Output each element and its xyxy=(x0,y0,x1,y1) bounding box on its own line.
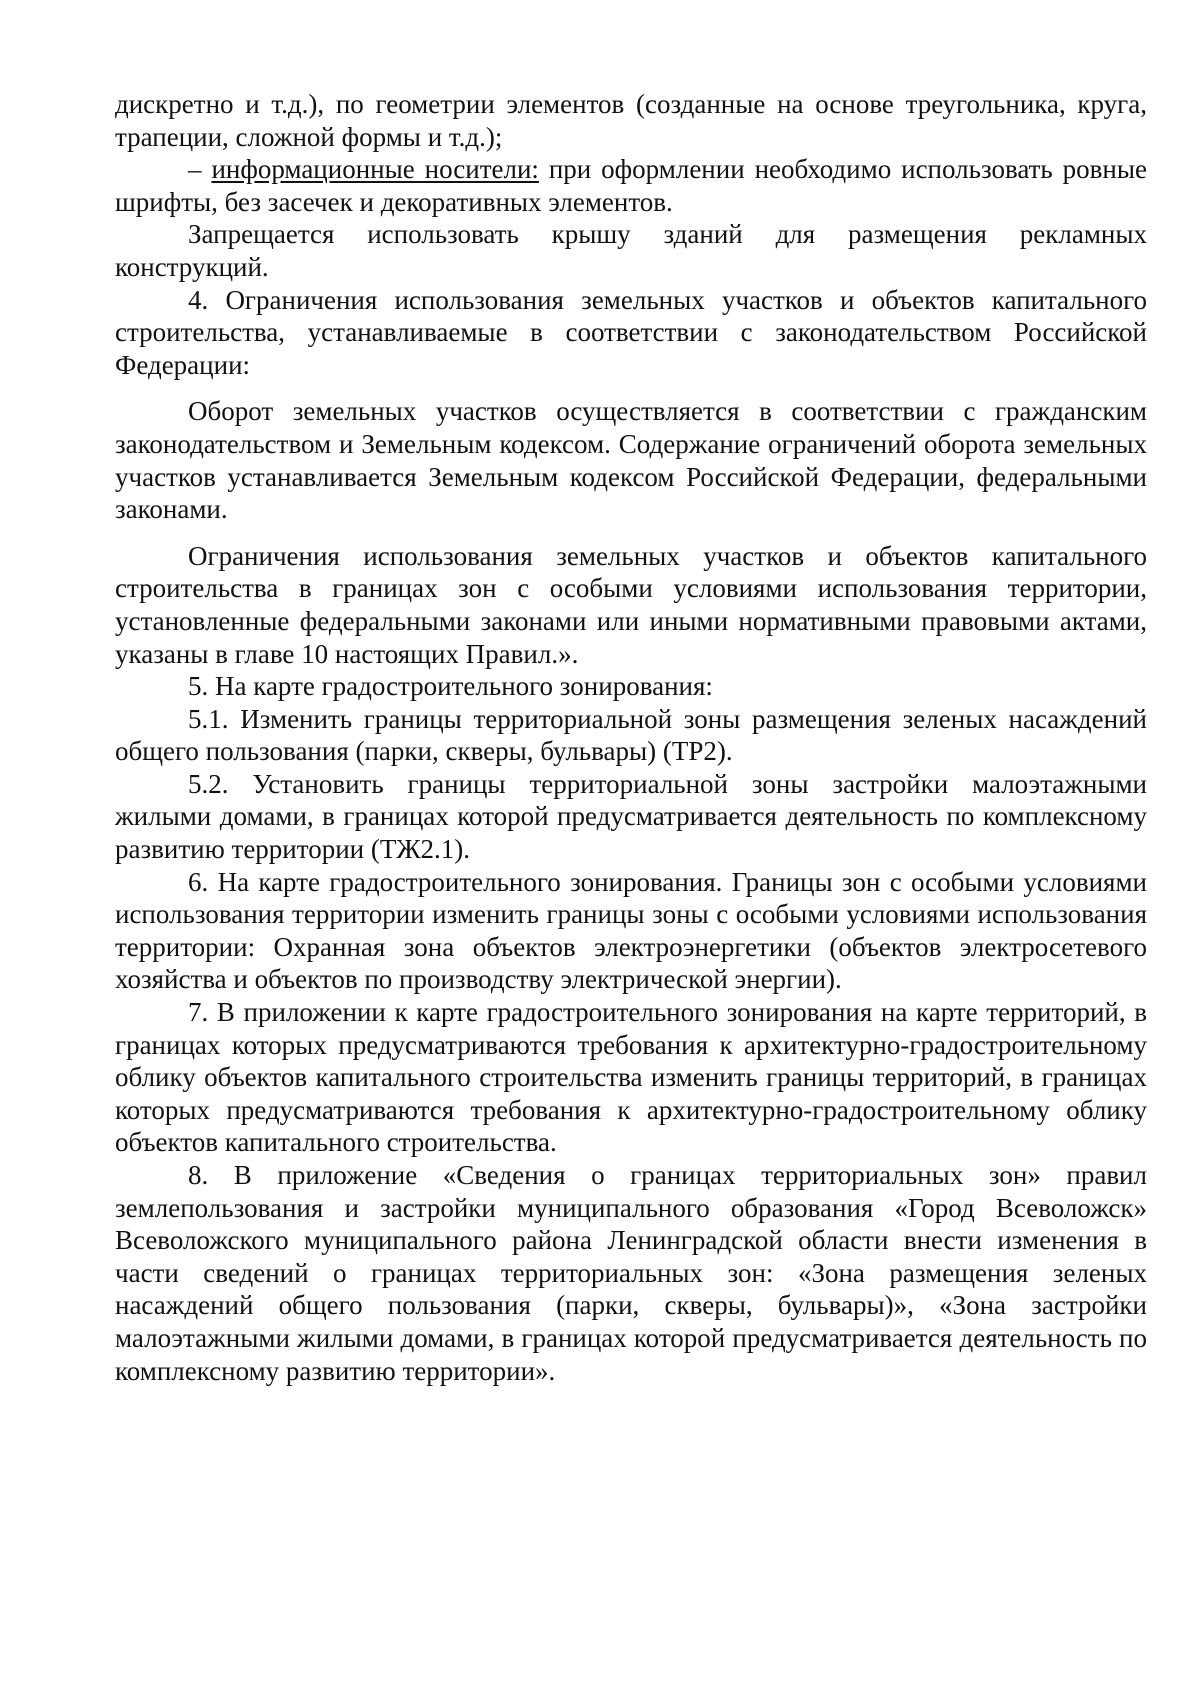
underlined-term: информационные носители: xyxy=(211,154,539,185)
paragraph-item-5: 5. На карте градостроительного зонирования: xyxy=(188,671,713,702)
paragraph-item-6: 6. На карте градостроительного зонирования. Границы зон с особыми условиями использования территории изменить границы зоны с особыми условиями использования территории: Охранная зона объектов электроэнергетики (объектов электросетевого хозяйства и объектов по производству электрической энергии). xyxy=(115,866,1147,995)
paragraph-item-8: 8. В приложение «Сведения о границах территориальных зон» правил землепользования и застройки муниципального образования «Город Всеволожск» Всеволожского муниципального района Ленинградской области внести изменения в части сведений о границах территориальных зон: «Зона размещения зеленых насаждений общего пользования (парки, скверы, бульвары)», «Зона застройки малоэтажными жилыми домами, в границах которой предусматривается деятельность по комплексному развитию территории». xyxy=(115,1160,1147,1386)
paragraph-roof-prohibition: Запрещается использовать крышу зданий для размещения рекламных конструкций. xyxy=(115,219,1147,282)
paragraph-land-turnover: Оборот земельных участков осуществляется в соответствии с гражданским законодательством и Земельным кодексом. Содержание ограничений оборота земельных участков устанавливается Земельным кодексом Российской Федерации, федеральными законами. xyxy=(115,396,1147,525)
paragraph-item-7: 7. В приложении к карте градостроительного зонирования на карте территорий, в границах которых предусматриваются требования к архитектурно-градостроительному облику объектов капитального строительства изменить границы территорий, в границах которых предусматриваются требования к архитектурно-градостроительному облику объектов капитального строительства. xyxy=(115,997,1147,1158)
paragraph-continuation: дискретно и т.д.), по геометрии элементов (созданные на основе треугольника, круга, трапеции, сложной формы и т.д.); xyxy=(115,89,1147,152)
document-body xyxy=(115,88,1147,1387)
paragraph-information-carriers xyxy=(115,153,1147,218)
paragraph-item-5-2: 5.2. Установить границы территориальной зоны застройки малоэтажными жилыми домами, в границах которой предусматривается деятельность по комплексному развитию территории (ТЖ2.1). xyxy=(115,768,1147,865)
paragraph-item-4: 4. Ограничения использования земельных участков и объектов капитального строительства, устанавливаемые в соответствии с законодательством Российской Федерации: xyxy=(115,284,1147,380)
paragraph-text: при оформлении необходимо использовать ровные шрифты, без засечек и декоративных элементов. xyxy=(115,154,1147,217)
dash-prefix: – xyxy=(188,154,212,185)
paragraph-item-5-1: 5.1. Изменить границы территориальной зоны размещения зеленых насаждений общего пользования (парки, скверы, бульвары) (ТР2). xyxy=(115,703,1147,767)
paragraph-zone-restrictions: Ограничения использования земельных участков и объектов капитального строительства в границах зон с особыми условиями использования территории, установленные федеральными законами или иными нормативными правовыми актами, указаны в главе 10 настоящих Правил.». xyxy=(115,540,1147,669)
